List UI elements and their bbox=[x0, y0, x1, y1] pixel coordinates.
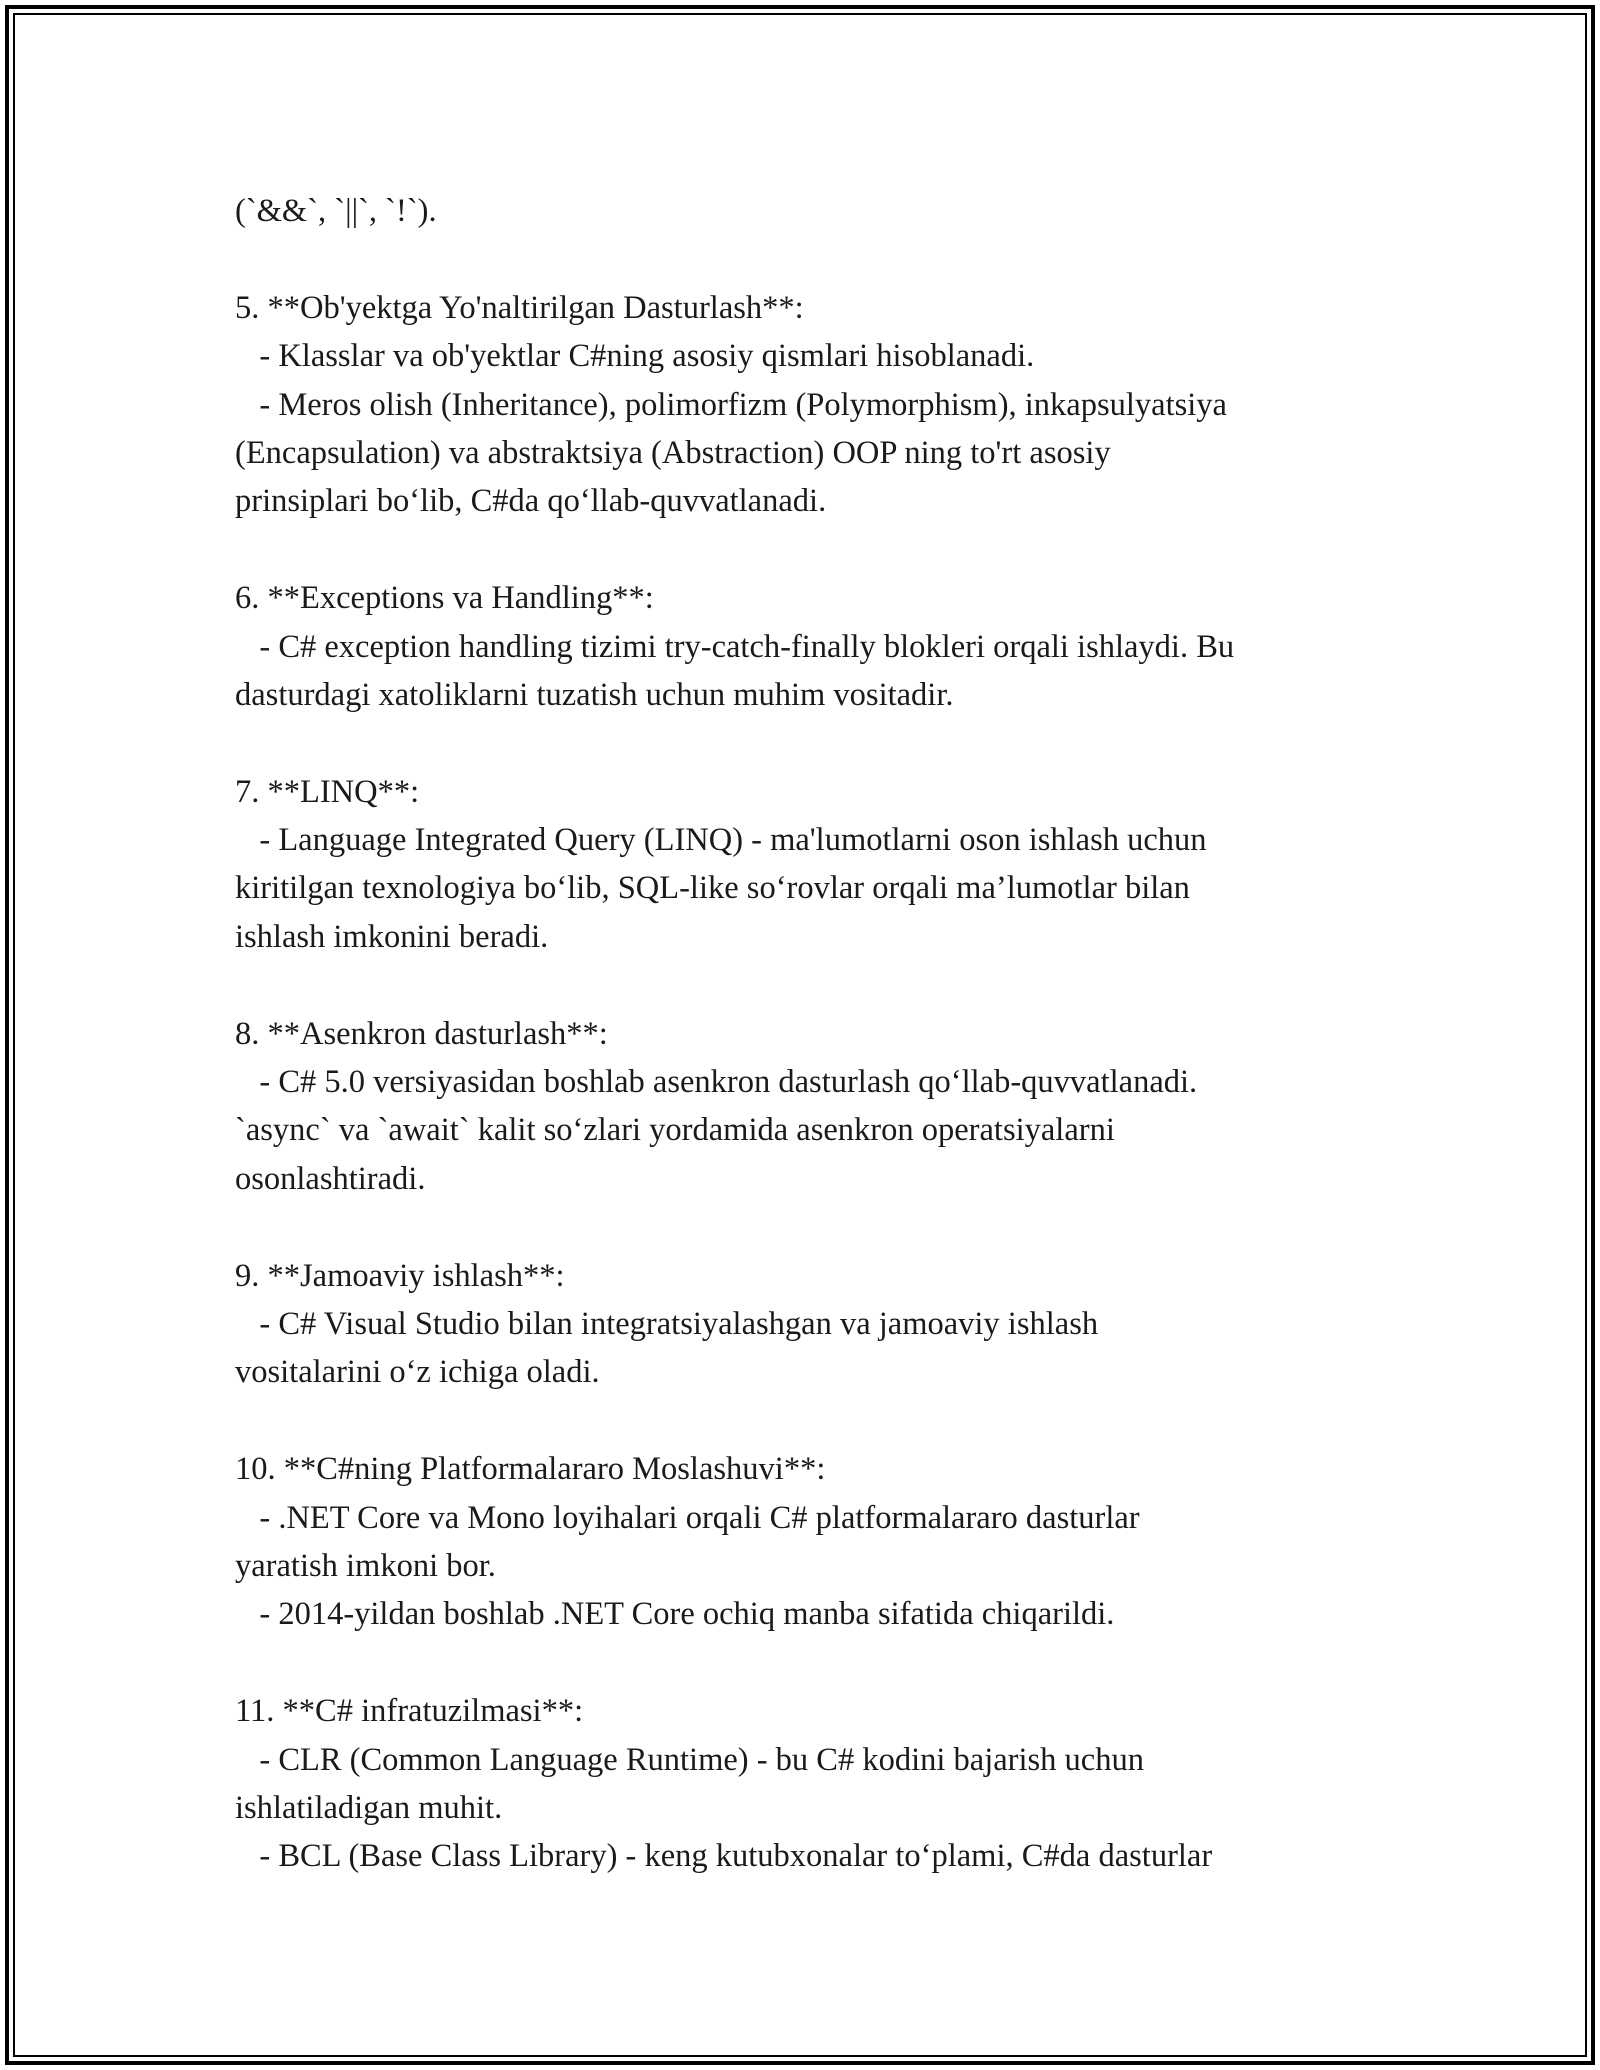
section-line: - C# Visual Studio bilan integratsiyalashgan va jamoaviy ishlash bbox=[235, 1305, 1099, 1342]
section-line: - 2014-yildan boshlab .NET Core ochiq manba sifatida chiqarildi. bbox=[235, 1596, 1115, 1633]
section-line: `async` va `await` kalit so‘zlari yordamida asenkron operatsiyalarni bbox=[235, 1112, 1115, 1149]
section-10 bbox=[235, 1445, 1385, 1639]
section-heading: 10. **C#ning Platformalararo Moslashuvi**: bbox=[235, 1451, 826, 1488]
section-line: - C# exception handling tizimi try-catch-finally blokleri orqali ishlaydi. Bu bbox=[235, 628, 1235, 665]
intro-line: (`&&`, `||`, `!`). bbox=[235, 193, 437, 229]
paragraph-gap bbox=[235, 526, 1385, 574]
section-heading: 9. **Jamoaviy ishlash**: bbox=[235, 1257, 565, 1294]
section-6 bbox=[235, 574, 1385, 719]
section-line: - Language Integrated Query (LINQ) - ma'lumotlarni oson ishlash uchun bbox=[235, 822, 1207, 859]
section-5 bbox=[235, 284, 1385, 526]
section-line: - C# 5.0 versiyasidan boshlab asenkron dasturlash qo‘llab-quvvatlanadi. bbox=[235, 1064, 1198, 1101]
section-heading: 6. **Exceptions va Handling**: bbox=[235, 580, 654, 617]
section-line: - .NET Core va Mono loyihalari orqali C# platformalararo dasturlar bbox=[235, 1499, 1140, 1536]
section-line: (Encapsulation) va abstraktsiya (Abstraction) OOP ning to'rt asosiy bbox=[235, 434, 1111, 471]
section-9 bbox=[235, 1252, 1385, 1397]
section-11 bbox=[235, 1687, 1385, 1881]
section-line: vositalarini o‘z ichiga oladi. bbox=[235, 1354, 600, 1391]
section-line: prinsiplari bo‘lib, C#da qo‘llab-quvvatlanadi. bbox=[235, 483, 827, 520]
section-heading: 7. **LINQ**: bbox=[235, 773, 420, 810]
paragraph-gap bbox=[235, 1203, 1385, 1251]
section-line: osonlashtiradi. bbox=[235, 1160, 426, 1197]
section-line: - BCL (Base Class Library) - keng kutubxonalar to‘plami, C#da dasturlar bbox=[235, 1838, 1213, 1875]
section-heading: 5. **Ob'yektga Yo'naltirilgan Dasturlash**: bbox=[235, 289, 804, 326]
paragraph-gap bbox=[235, 1397, 1385, 1445]
section-7 bbox=[235, 768, 1385, 962]
section-line: - Klasslar va ob'yektlar C#ning asosiy qismlari hisoblanadi. bbox=[235, 338, 1035, 375]
document-body bbox=[235, 187, 1385, 1881]
section-line: ishlash imkonini beradi. bbox=[235, 918, 549, 955]
section-line: yaratish imkoni bor. bbox=[235, 1547, 496, 1584]
section-line: - Meros olish (Inheritance), polimorfizm (Polymorphism), inkapsulyatsiya bbox=[235, 386, 1227, 423]
section-8 bbox=[235, 1010, 1385, 1204]
section-line: dasturdagi xatoliklarni tuzatish uchun muhim vositadir. bbox=[235, 676, 954, 713]
section-line: - CLR (Common Language Runtime) - bu C# kodini bajarish uchun bbox=[235, 1741, 1144, 1778]
section-line: ishlatiladigan muhit. bbox=[235, 1789, 503, 1826]
section-heading: 11. **C# infratuzilmasi**: bbox=[235, 1693, 584, 1730]
paragraph-gap bbox=[235, 719, 1385, 767]
paragraph-gap bbox=[235, 235, 1385, 283]
section-line: kiritilgan texnologiya bo‘lib, SQL-like so‘rovlar orqali ma’lumotlar bilan bbox=[235, 870, 1190, 907]
section-heading: 8. **Asenkron dasturlash**: bbox=[235, 1015, 608, 1052]
paragraph-gap bbox=[235, 961, 1385, 1009]
paragraph-gap bbox=[235, 1639, 1385, 1687]
